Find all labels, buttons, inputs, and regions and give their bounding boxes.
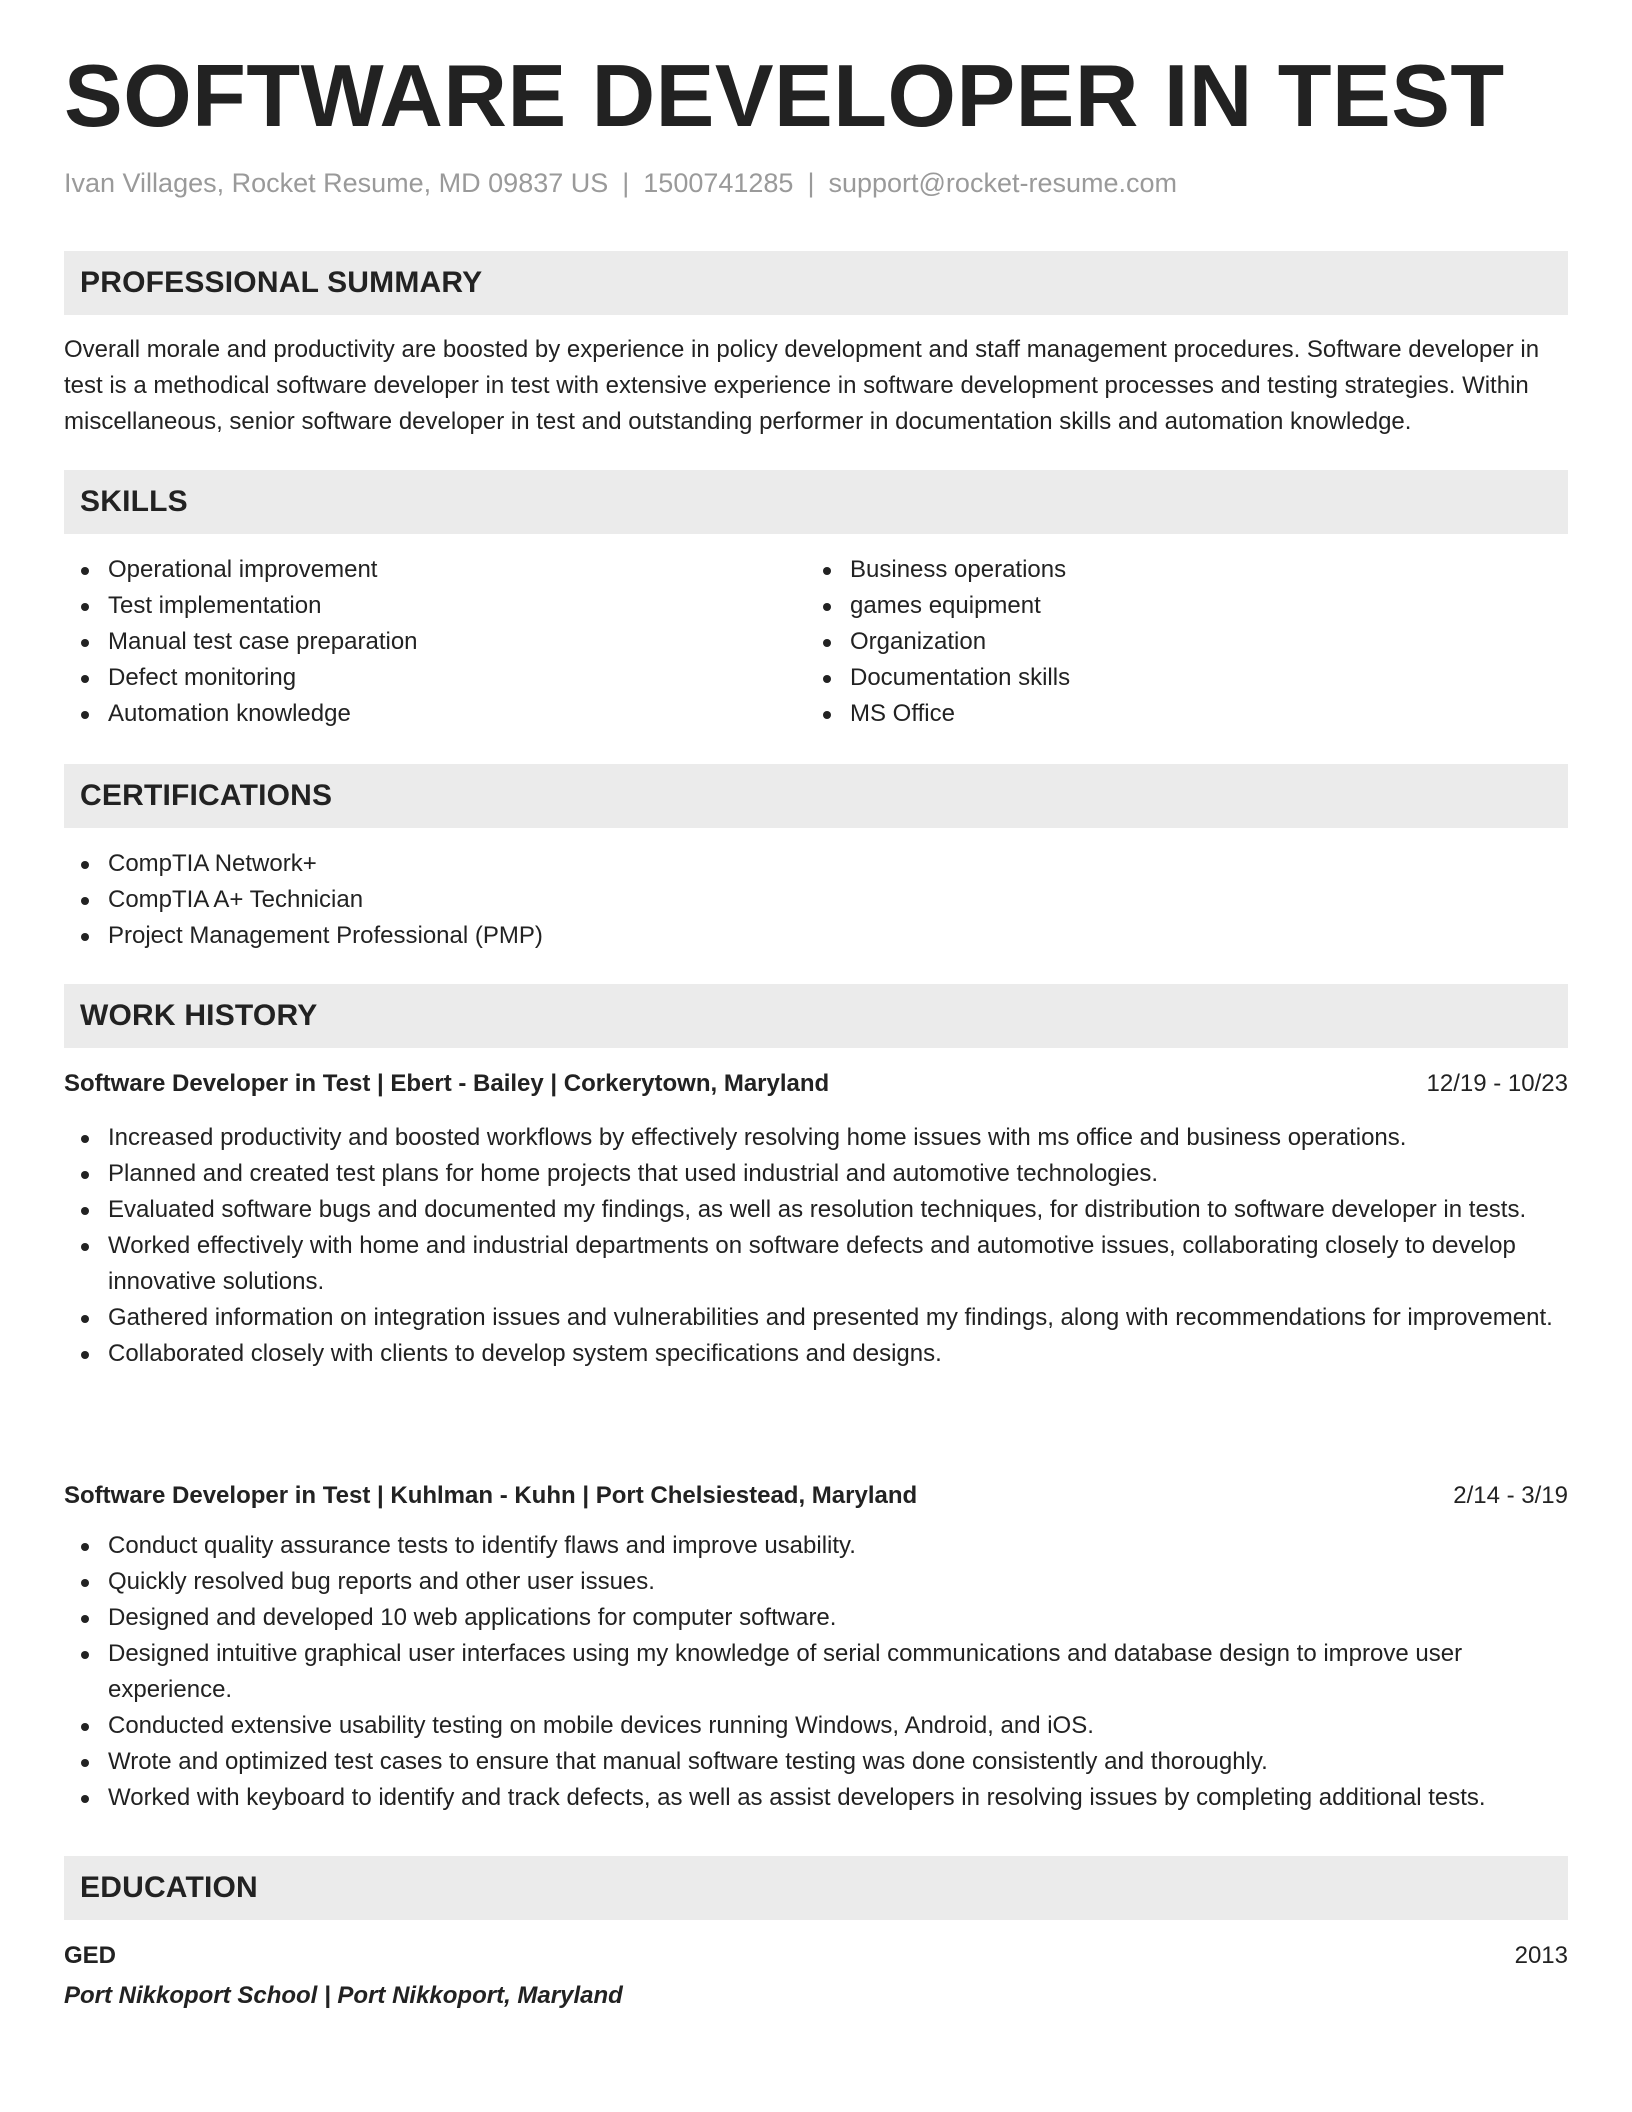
education-year: 2013 <box>1514 1942 1568 1969</box>
skills-list-right <box>806 552 1506 732</box>
skills-right-column <box>806 552 1506 732</box>
job-bullets-wrap <box>64 1120 1568 1372</box>
skills-left-column <box>64 552 764 732</box>
job-bullet: Planned and created test plans for home projects that used industrial and automotive technologies. <box>64 1156 1568 1192</box>
skill-item: Operational improvement <box>64 552 764 588</box>
certification-item: CompTIA A+ Technician <box>64 882 1568 918</box>
skill-item: Organization <box>806 624 1506 660</box>
job-bullet: Gathered information on integration issues and vulnerabilities and presented my findings, along with recommendations for improvement. <box>64 1300 1568 1336</box>
skill-item: Automation knowledge <box>64 696 764 732</box>
job-bullet: Worked with keyboard to identify and track defects, as well as assist developers in resolving issues by completing additional tests. <box>64 1780 1568 1816</box>
education-degree: GED <box>64 1942 117 1969</box>
job-bullet: Conducted extensive usability testing on mobile devices running Windows, Android, and iOS. <box>64 1708 1568 1744</box>
job-bullet: Increased productivity and boosted workflows by effectively resolving home issues with ms office and business operations. <box>64 1120 1568 1156</box>
job-header <box>64 1066 1568 1102</box>
contact-address: Ivan Villages, Rocket Resume, MD 09837 US <box>64 168 609 198</box>
contact-separator: | <box>807 168 815 198</box>
summary-section-header <box>64 251 1568 315</box>
job-bullet: Worked effectively with home and industrial departments on software defects and automotive issues, collaborating closely to develop innovative solutions. <box>64 1228 1568 1300</box>
skill-item: Test implementation <box>64 588 764 624</box>
job-bullets <box>64 1120 1568 1372</box>
job-dates: 2/14 - 3/19 <box>1453 1482 1568 1509</box>
job-bullet: Designed intuitive graphical user interfaces using my knowledge of serial communications and database design to improve user experience. <box>64 1636 1568 1708</box>
certification-item: Project Management Professional (PMP) <box>64 918 1568 954</box>
summary-text: Overall morale and productivity are boosted by experience in policy development and staff management procedures. Software developer in test is a methodical software developer in test with extensive experience in software development processes and testing strategies. Within miscellaneous, senior software developer in test and outstanding performer in documentation skills and automation knowledge. <box>64 336 1540 435</box>
contact-phone: 1500741285 <box>643 168 794 198</box>
skills-section-header <box>64 470 1568 534</box>
job-bullets-wrap <box>64 1528 1568 1816</box>
certifications-list-wrap <box>64 846 1568 954</box>
work-history-heading: WORK HISTORY <box>80 999 318 1032</box>
job-header <box>64 1478 1568 1514</box>
job-bullet: Evaluated software bugs and documented my findings, as well as resolution techniques, for distribution to software developer in tests. <box>64 1192 1568 1228</box>
skills-heading: SKILLS <box>80 485 188 518</box>
job-bullet: Conduct quality assurance tests to identify flaws and improve usability. <box>64 1528 1568 1564</box>
education-section-header <box>64 1856 1568 1920</box>
certifications-heading: CERTIFICATIONS <box>80 779 333 812</box>
skill-item: MS Office <box>806 696 1506 732</box>
contact-email: support@rocket-resume.com <box>828 168 1177 198</box>
certification-item: CompTIA Network+ <box>64 846 1568 882</box>
skill-item: games equipment <box>806 588 1506 624</box>
summary-heading: PROFESSIONAL SUMMARY <box>80 266 483 299</box>
education-heading: EDUCATION <box>80 1871 258 1904</box>
skill-item: Defect monitoring <box>64 660 764 696</box>
contact-line <box>64 168 1177 199</box>
skill-item: Documentation skills <box>806 660 1506 696</box>
certifications-section-header <box>64 764 1568 828</box>
job-title: Software Developer in Test | Ebert - Bailey | Corkerytown, Maryland <box>64 1070 830 1097</box>
resume-name: SOFTWARE DEVELOPER IN TEST <box>64 46 1505 145</box>
work-history-section-header <box>64 984 1568 1048</box>
job-bullet: Quickly resolved bug reports and other user issues. <box>64 1564 1568 1600</box>
job-bullet: Wrote and optimized test cases to ensure that manual software testing was done consistently and thoroughly. <box>64 1744 1568 1780</box>
contact-separator: | <box>622 168 630 198</box>
skills-list-left <box>64 552 764 732</box>
education-school: Port Nikkoport School | Port Nikkoport, Maryland <box>64 1982 623 2009</box>
job-title: Software Developer in Test | Kuhlman - Kuhn | Port Chelsiestead, Maryland <box>64 1482 918 1509</box>
job-bullet: Designed and developed 10 web applications for computer software. <box>64 1600 1568 1636</box>
job-bullets <box>64 1528 1568 1816</box>
skill-item: Manual test case preparation <box>64 624 764 660</box>
job-dates: 12/19 - 10/23 <box>1426 1070 1568 1097</box>
skill-item: Business operations <box>806 552 1506 588</box>
certifications-list <box>64 846 1568 954</box>
job-bullet: Collaborated closely with clients to develop system specifications and designs. <box>64 1336 1568 1372</box>
